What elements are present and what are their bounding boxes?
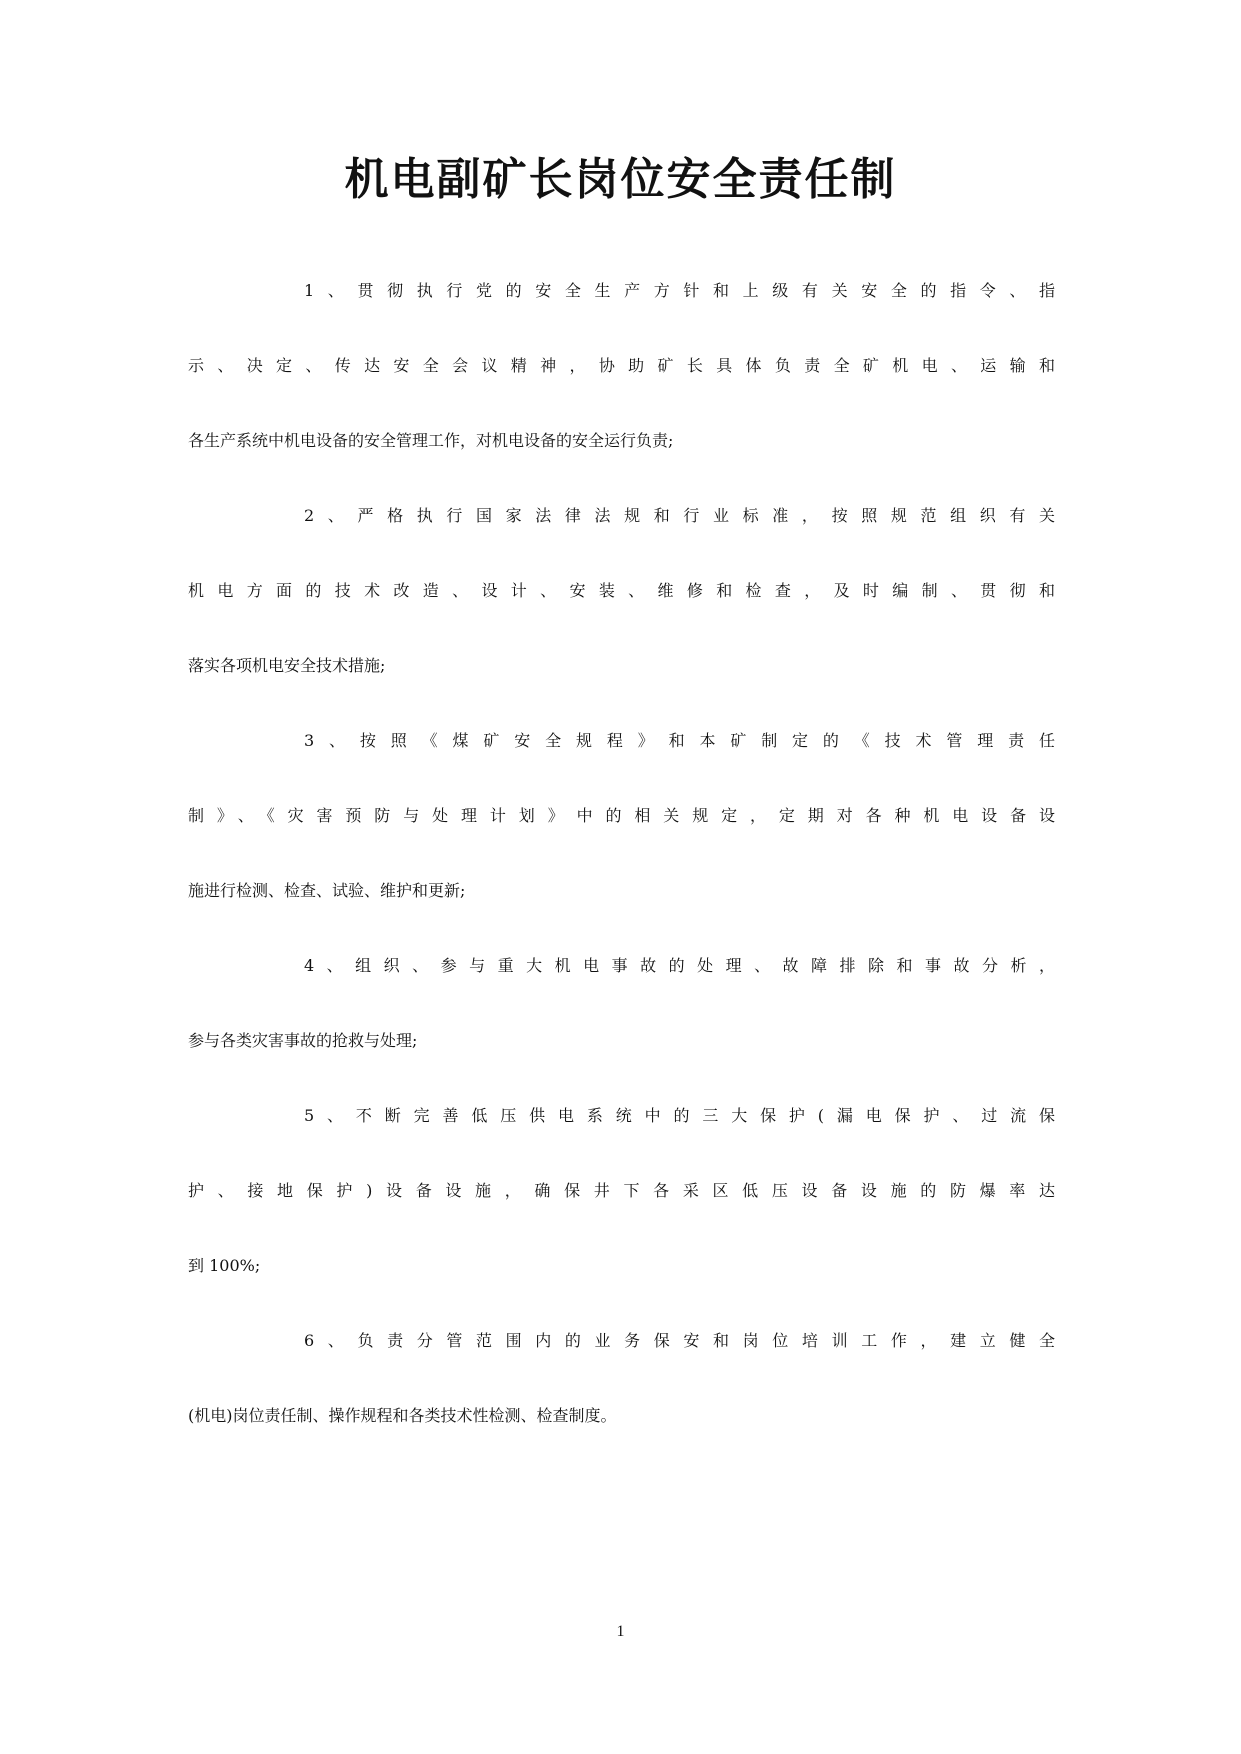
paragraph-2 xyxy=(188,478,1055,703)
text-line: 各生产系统中机电设备的安全管理工作，对机电设备的安全运行负责; xyxy=(188,431,674,450)
paragraph-6 xyxy=(188,1303,1055,1453)
text-line: 落实各项机电安全技术措施; xyxy=(188,656,386,675)
text-line: 1、贯彻执行党的安全生产方针和上级有关安全的指令、指 xyxy=(304,281,1055,300)
text-line: 制》、《灾害预防与处理计划》中的相关规定，定期对各种机电设备设 xyxy=(188,806,1055,825)
document-body xyxy=(188,253,1055,1453)
text-line: 示、决定、传达安全会议精神，协助矿长具体负责全矿机电、运输和 xyxy=(188,356,1055,375)
document-title: 机电副矿长岗位安全责任制 xyxy=(344,154,897,205)
text-line: 护、接地保护)设备设施，确保井下各采区低压设备设施的防爆率达 xyxy=(188,1181,1055,1200)
text-line: 施进行检测、检查、试验、维护和更新; xyxy=(188,881,466,900)
text-line: 参与各类灾害事故的抢救与处理; xyxy=(188,1031,418,1050)
text-line: 2、严格执行国家法律法规和行业标准，按照规范组织有关 xyxy=(304,506,1055,525)
page-number: 1 xyxy=(616,1623,625,1640)
paragraph-4 xyxy=(188,928,1055,1078)
text-line: 机电方面的技术改造、设计、安装、维修和检查，及时编制、贯彻和 xyxy=(188,581,1055,600)
paragraph-5 xyxy=(188,1078,1055,1303)
text-line: (机电)岗位责任制、操作规程和各类技术性检测、检查制度。 xyxy=(188,1406,617,1425)
text-line: 5、不断完善低压供电系统中的三大保护(漏电保护、过流保 xyxy=(304,1106,1055,1125)
text-line: 到 100%; xyxy=(188,1256,261,1275)
text-line: 4、组织、参与重大机电事故的处理、故障排除和事故分析， xyxy=(304,956,1055,975)
paragraph-1 xyxy=(188,253,1055,478)
text-line: 6、负责分管范围内的业务保安和岗位培训工作，建立健全 xyxy=(304,1331,1055,1350)
paragraph-3 xyxy=(188,703,1055,928)
text-line: 3、按照《煤矿安全规程》和本矿制定的《技术管理责任 xyxy=(304,731,1055,750)
